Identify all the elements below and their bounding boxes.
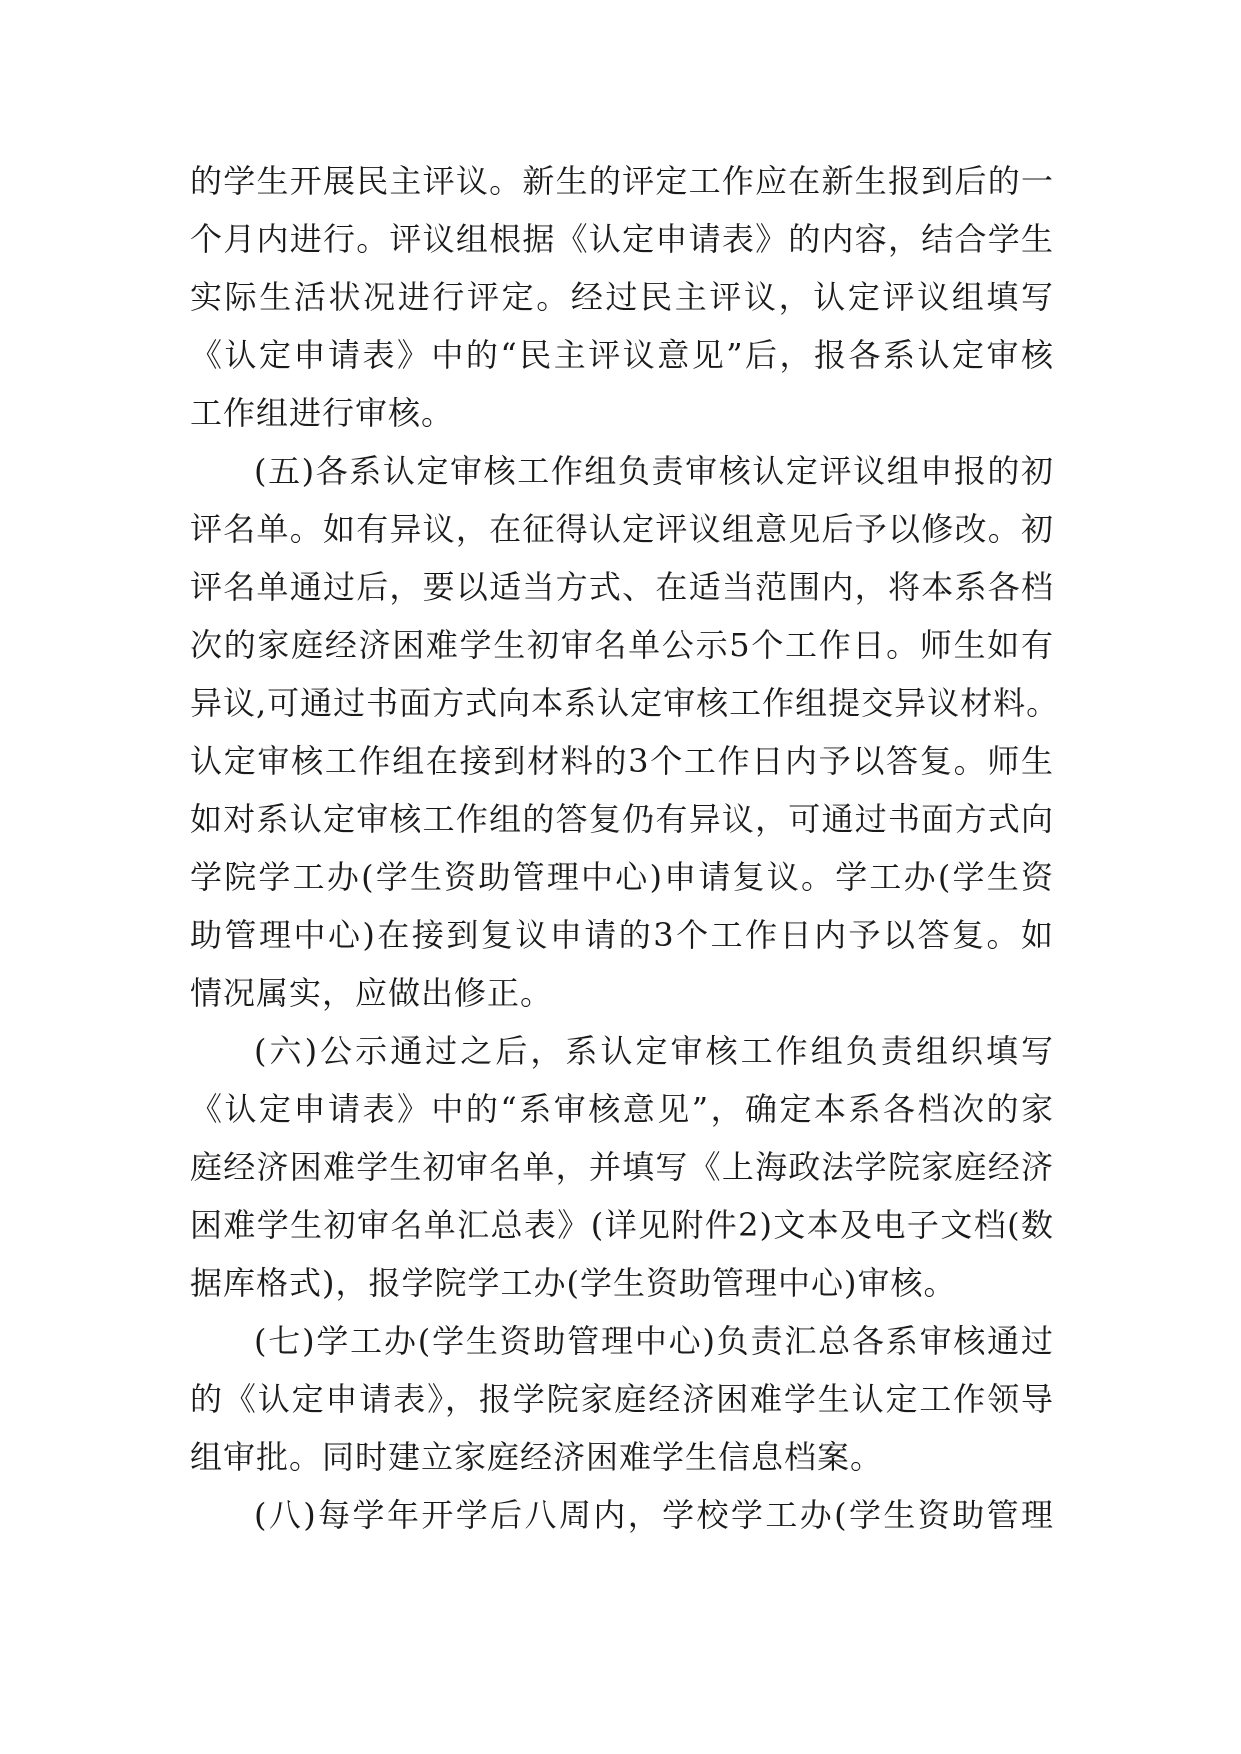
- paragraph-six-start: (六)公示通过之后，系认定审核工作组负责组织填写: [254, 1032, 1054, 1070]
- text-line: 情况属实，应做出修正。: [190, 974, 554, 1012]
- text-line: 评名单。如有异议，在征得认定评议组意见后予以修改。初: [190, 510, 1054, 548]
- paragraph-five-start: (五)各系认定审核工作组负责审核认定评议组申报的初: [254, 452, 1054, 490]
- text-line: 如对系认定审核工作组的答复仍有异议，可通过书面方式向: [190, 800, 1054, 838]
- text-line: 组审批。同时建立家庭经济困难学生信息档案。: [190, 1438, 884, 1476]
- text-line: 学院学工办(学生资助管理中心)申请复议。学工办(学生资: [190, 858, 1054, 896]
- text-line: 困难学生初审名单汇总表》(详见附件2)文本及电子文档(数: [190, 1206, 1054, 1244]
- text-line: 《认定申请表》中的“民主评议意见”后，报各系认定审核: [190, 336, 1054, 374]
- text-line: 助管理中心)在接到复议申请的3个工作日内予以答复。如: [190, 916, 1054, 954]
- text-line: 工作组进行审核。: [190, 394, 455, 432]
- text-line: 实际生活状况进行评定。经过民主评议，认定评议组填写: [190, 278, 1054, 316]
- text-line: 据库格式)，报学院学工办(学生资助管理中心)审核。: [190, 1264, 957, 1302]
- paragraph-eight-start: (八)每学年开学后八周内，学校学工办(学生资助管理: [254, 1496, 1054, 1534]
- text-line: 异议,可通过书面方式向本系认定审核工作组提交异议材料。: [190, 684, 1060, 722]
- document-body: [190, 152, 1060, 1544]
- text-line: 个月内进行。评议组根据《认定申请表》的内容，结合学生: [190, 220, 1054, 258]
- text-line: 庭经济困难学生初审名单，并填写《上海政法学院家庭经济: [190, 1148, 1054, 1186]
- text-line: 认定审核工作组在接到材料的3个工作日内予以答复。师生: [190, 742, 1054, 780]
- text-line: 的学生开展民主评议。新生的评定工作应在新生报到后的一: [190, 162, 1054, 200]
- text-line: 评名单通过后，要以适当方式、在适当范围内，将本系各档: [190, 568, 1054, 606]
- paragraph-seven-start: (七)学工办(学生资助管理中心)负责汇总各系审核通过: [254, 1322, 1054, 1360]
- text-line: 次的家庭经济困难学生初审名单公示5个工作日。师生如有: [190, 626, 1054, 664]
- text-line: 的《认定申请表》，报学院家庭经济困难学生认定工作领导: [190, 1380, 1054, 1418]
- text-line: 《认定申请表》中的“系审核意见”，确定本系各档次的家: [190, 1090, 1054, 1128]
